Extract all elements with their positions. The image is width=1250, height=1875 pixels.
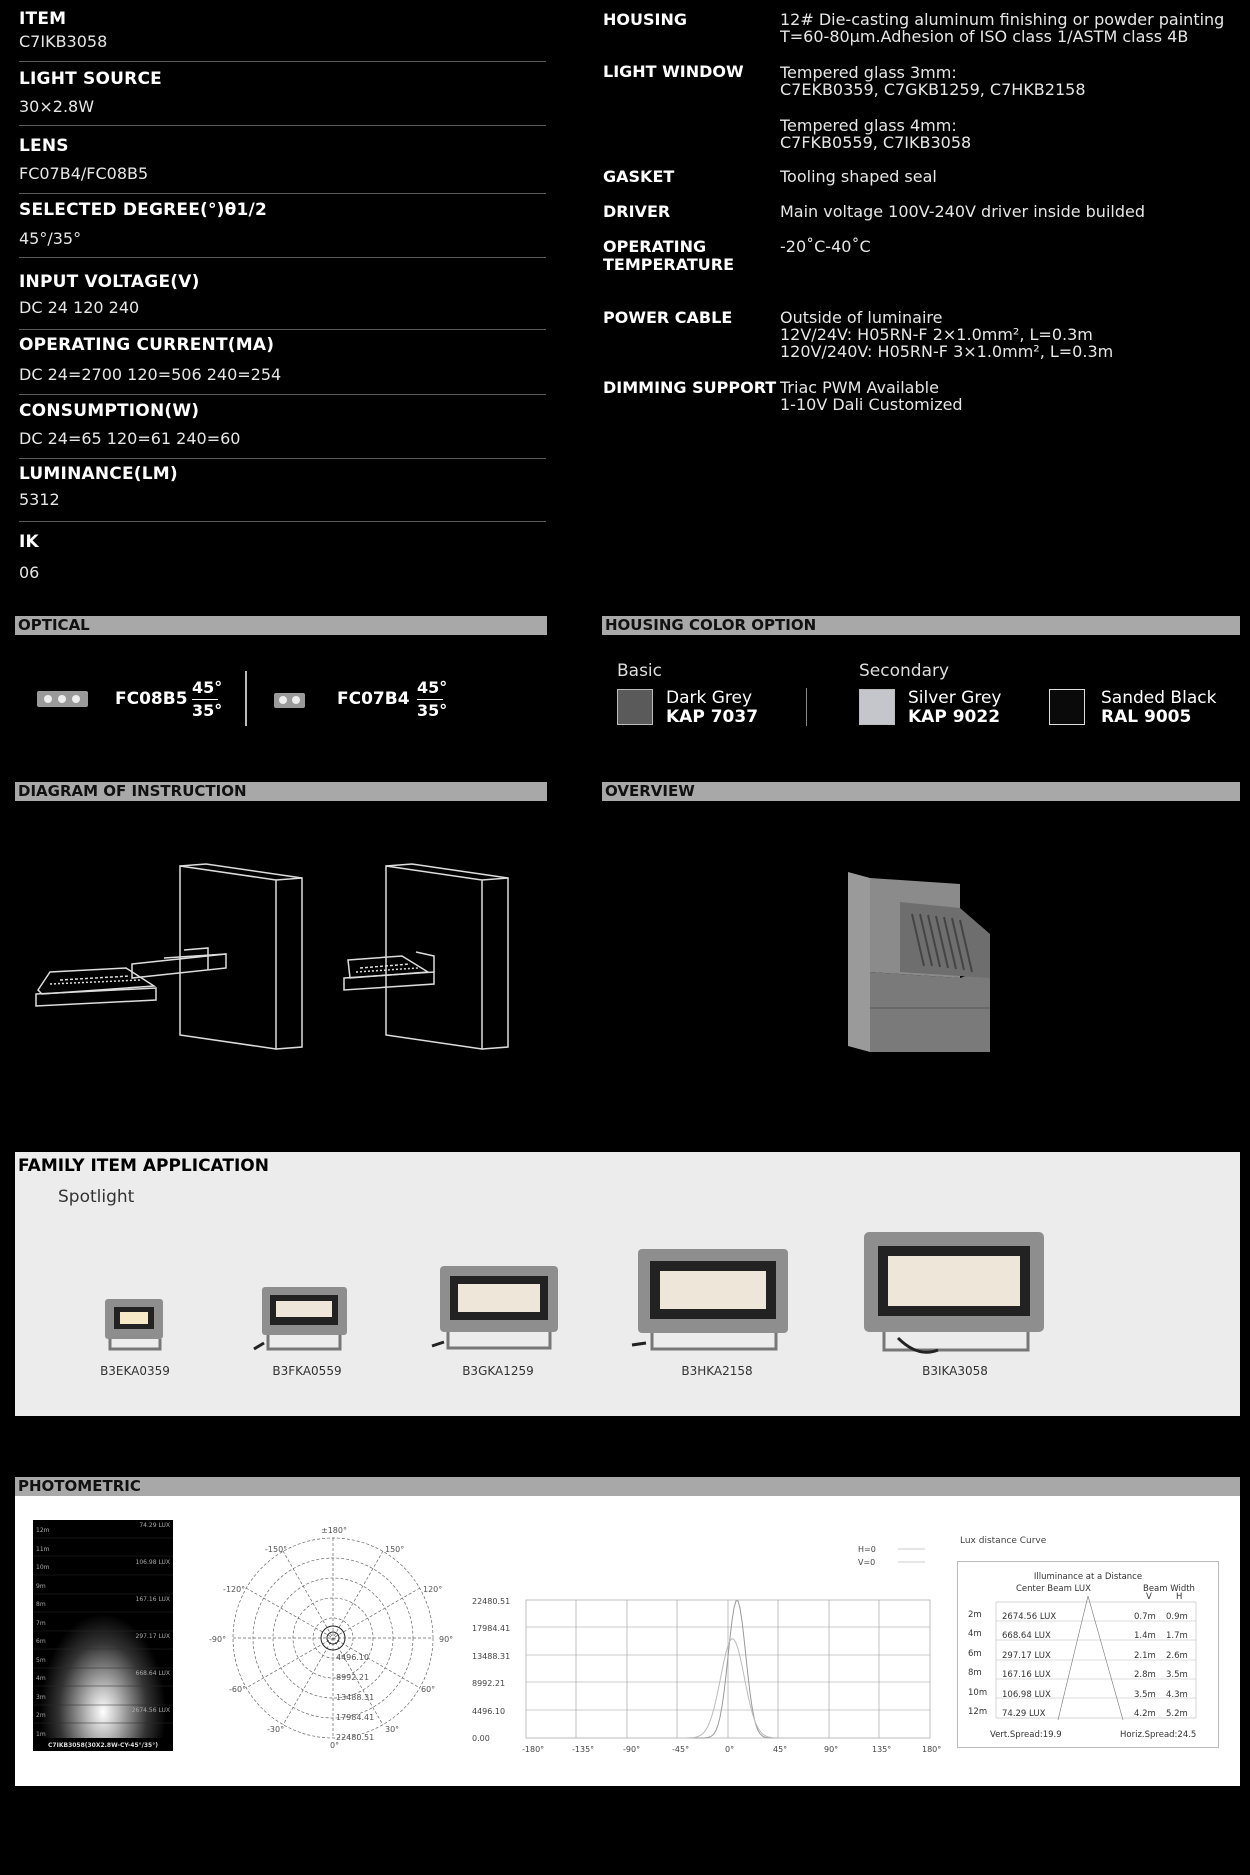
lux-v-column	[1134, 1608, 1156, 1724]
polar-ring-label: 13488.31	[336, 1693, 375, 1702]
spec-light-source	[19, 69, 546, 116]
distance-label: 7m	[36, 1619, 46, 1627]
lens-icon	[36, 688, 90, 710]
isolux-lux-values	[132, 1522, 170, 1714]
distance-label: 2m	[36, 1712, 46, 1719]
beam-h: 1.7m	[1166, 1631, 1188, 1642]
spec-label: LIGHT SOURCE	[19, 69, 162, 89]
vert-spread: Vert.Spread:19.9	[990, 1730, 1062, 1740]
polar-ring-label: 17984.41	[336, 1713, 375, 1722]
y-tick: 4496.10	[472, 1707, 506, 1716]
horiz-spread: Horiz.Spread:24.5	[1120, 1730, 1197, 1740]
section-family-header: FAMILY ITEM APPLICATION	[18, 1156, 269, 1176]
product-thumbnail	[858, 1228, 1058, 1358]
lux-table-heading: Illuminance at a Distance	[1033, 1572, 1143, 1582]
divider	[19, 257, 546, 258]
color-name: Silver Grey	[908, 688, 1002, 708]
x-tick: 45°	[773, 1745, 788, 1754]
lux-distance: 2m	[968, 1610, 982, 1620]
lens-icon	[273, 690, 307, 710]
x-tick: -90°	[623, 1745, 641, 1754]
polar-label: 90°	[439, 1635, 454, 1644]
spec-label: DIMMING SUPPORT	[603, 378, 777, 397]
product-thumbnail	[628, 1245, 798, 1357]
divider	[19, 458, 546, 459]
isolux-distances	[36, 1522, 49, 1744]
beam-v: 0.7m	[1134, 1612, 1156, 1622]
section-overview-header: OVERVIEW	[602, 782, 1240, 801]
lux-table	[957, 1561, 1219, 1748]
spec-value: 45°/35°	[19, 229, 82, 248]
divider	[19, 521, 546, 522]
section-optical-header: OPTICAL	[15, 616, 547, 635]
polar-diagram	[205, 1520, 455, 1760]
spec-line: Triac PWM Available	[780, 378, 939, 397]
isolux-chart	[33, 1520, 173, 1751]
product-thumbnail	[252, 1283, 352, 1358]
spec-value: FC07B4/FC08B5	[19, 164, 149, 183]
polar-label: -30°	[267, 1725, 285, 1734]
spec-input-voltage	[19, 272, 546, 317]
lens-code: FC08B5	[115, 689, 188, 709]
spec-label: CONSUMPTION(W)	[19, 401, 200, 421]
lux-label: 668.64 LUX	[135, 1670, 170, 1677]
spec-label: LENS	[19, 136, 69, 156]
y-tick: 22480.51	[472, 1597, 511, 1606]
polar-label: -120°	[223, 1585, 246, 1594]
color-swatch-sanded-black	[1049, 689, 1085, 725]
y-tick: 0.00	[472, 1734, 490, 1743]
color-label	[1101, 689, 1216, 727]
distance-label: 3m	[36, 1693, 46, 1701]
lux-distance: 8m	[968, 1668, 982, 1679]
spec-label-line: TEMPERATURE	[603, 255, 735, 274]
product-code: B3HKA2158	[681, 1364, 753, 1378]
polar-label: 120°	[423, 1585, 443, 1594]
product-code: B3EKA0359	[100, 1364, 170, 1378]
distance-label: 12m	[36, 1527, 50, 1534]
product-thumbnail	[100, 1295, 170, 1357]
spec-value: 06	[19, 563, 40, 582]
x-tick: 135°	[872, 1745, 892, 1754]
lux-col-h: H	[1176, 1592, 1183, 1602]
color-code: KAP 7037	[666, 707, 759, 727]
beam-v: 2.1m	[1134, 1650, 1156, 1661]
polar-label: -60°	[229, 1685, 247, 1694]
color-label	[666, 689, 758, 727]
polar-ring-label: 22480.51	[336, 1733, 375, 1742]
product-overview-image	[840, 868, 1000, 1058]
legend-label: V=0	[858, 1558, 876, 1567]
x-tick: 0°	[725, 1745, 735, 1754]
spec-line: C7EKB0359, C7GKB1259, C7HKB2158	[780, 80, 1086, 99]
spec-label: LIGHT WINDOW	[603, 62, 744, 81]
lux-distance: 4m	[968, 1629, 982, 1640]
spec-degree	[19, 200, 546, 248]
spec-value: Tooling shaped seal	[780, 167, 937, 186]
lux-value: 106.98 LUX	[1002, 1689, 1051, 1700]
beam-v: 3.5m	[1134, 1689, 1156, 1700]
beam-h: 3.5m	[1166, 1670, 1188, 1681]
product-thumbnail	[430, 1262, 565, 1357]
spec-line: T=60-80μm.Adhesion of ISO class 1/ASTM class 4B	[780, 27, 1189, 46]
polar-label: ±180°	[321, 1526, 347, 1535]
divider	[19, 61, 546, 62]
y-tick: 17984.41	[472, 1624, 511, 1633]
spec-label: DRIVER	[603, 202, 671, 221]
spec-line: 120V/240V: H05RN-F 3×1.0mm², L=0.3m	[780, 342, 1114, 361]
lux-col-v: V	[1146, 1592, 1152, 1602]
spec-label	[603, 238, 734, 274]
x-tick: -180°	[522, 1745, 545, 1754]
isolux-caption: C7IKB3058(30X2.8W-CY-45°/35°)	[48, 1742, 158, 1749]
distance-label: 4m	[36, 1675, 46, 1682]
spec-value: 30×2.8W	[19, 97, 95, 116]
spec-value: C7IKB3058	[19, 32, 108, 51]
polar-label: 60°	[421, 1685, 436, 1694]
lux-col-width: Beam Width	[1143, 1584, 1195, 1594]
fraction-line	[417, 699, 443, 700]
intensity-curve-chart	[470, 1534, 950, 1759]
legend-label: H=0	[858, 1545, 876, 1554]
polar-label: -150°	[265, 1545, 288, 1554]
lux-distance: 6m	[968, 1648, 982, 1659]
spec-value	[780, 64, 1086, 151]
lux-table-title: Lux distance Curve	[960, 1536, 1047, 1546]
spec-value: -20˚C-40˚C	[780, 237, 871, 256]
lux-distance: 12m	[968, 1707, 988, 1718]
polar-label: -90°	[209, 1635, 227, 1644]
beam-h: 2.6m	[1166, 1650, 1188, 1661]
color-swatch-silver-grey	[859, 689, 895, 725]
x-tick: -135°	[572, 1745, 595, 1754]
lux-col-center: Center Beam LUX	[1016, 1584, 1091, 1594]
spec-line: 1-10V Dali Customized	[780, 395, 963, 414]
lux-distance: 10m	[968, 1687, 988, 1698]
spec-line: 12# Die-casting aluminum finishing or powder painting	[780, 10, 1225, 29]
spec-value: DC 24 120 240	[19, 298, 140, 317]
lux-label: 297.17 LUX	[135, 1633, 170, 1640]
spec-label-line: OPERATING	[603, 237, 707, 256]
distance-label: 10m	[36, 1564, 50, 1571]
lens-degrees	[417, 678, 447, 721]
distance-label: 11m	[36, 1545, 50, 1553]
product-code: B3FKA0559	[272, 1364, 342, 1378]
spec-label: POWER CABLE	[603, 308, 733, 327]
degree-horizontal: 45°	[417, 678, 448, 697]
spec-line: Tempered glass 3mm:	[780, 63, 957, 82]
polar-label: 150°	[385, 1545, 405, 1554]
distance-label: 1m	[36, 1730, 46, 1738]
distance-label: 5m	[36, 1656, 46, 1664]
spec-value: DC 24=2700 120=506 240=254	[19, 365, 282, 384]
basic-label: Basic	[617, 661, 663, 681]
spec-line: Outside of luminaire	[780, 308, 943, 327]
secondary-label: Secondary	[859, 661, 950, 681]
product-code: B3IKA3058	[922, 1364, 988, 1378]
divider	[19, 125, 546, 126]
spec-value	[780, 11, 1224, 45]
distance-label: 9m	[36, 1582, 46, 1590]
family-subtitle: Spotlight	[58, 1187, 135, 1207]
lux-value: 668.64 LUX	[1002, 1631, 1051, 1642]
spec-label: IK	[19, 532, 39, 552]
lux-h-column	[1166, 1608, 1188, 1724]
section-photometric-header: PHOTOMETRIC	[15, 1477, 1240, 1496]
polar-label: 30°	[385, 1725, 400, 1734]
fraction-line	[192, 699, 218, 700]
degree-vertical: 35°	[192, 701, 223, 720]
beam-v: 1.4m	[1134, 1631, 1156, 1642]
spec-line: 12V/24V: H05RN-F 2×1.0mm², L=0.3m	[780, 325, 1093, 344]
spec-value	[780, 379, 963, 413]
spec-value: DC 24=65 120=61 240=60	[19, 429, 241, 448]
installation-diagram	[30, 860, 530, 1060]
spec-lens	[19, 136, 546, 183]
spec-label: GASKET	[603, 167, 675, 186]
lux-value: 167.16 LUX	[1002, 1670, 1051, 1681]
spec-line: C7FKB0559, C7IKB3058	[780, 133, 972, 152]
spec-ik	[19, 532, 546, 582]
spec-label: ITEM	[19, 9, 67, 29]
section-diagram-header: DIAGRAM OF INSTRUCTION	[15, 782, 547, 801]
lux-label: 167.16 LUX	[135, 1596, 170, 1603]
divider	[19, 329, 546, 330]
lens-code: FC07B4	[337, 689, 410, 709]
color-name: Dark Grey	[666, 688, 753, 708]
spec-label: SELECTED DEGREE(°)θ1/2	[19, 200, 267, 220]
spec-label: HOUSING	[603, 10, 687, 29]
y-tick: 13488.31	[472, 1652, 511, 1661]
spec-line: Tempered glass 4mm:	[780, 116, 957, 135]
divider	[806, 688, 807, 726]
color-code: KAP 9022	[908, 707, 1001, 727]
lux-value-column	[1002, 1608, 1056, 1724]
spec-operating-current	[19, 335, 546, 384]
spec-label: OPERATING CURRENT(MA)	[19, 335, 275, 355]
spec-item	[19, 9, 546, 51]
lux-value: 297.17 LUX	[1002, 1650, 1051, 1661]
spec-value	[780, 309, 1113, 360]
spec-consumption	[19, 401, 546, 448]
product-code: B3GKA1259	[462, 1364, 534, 1378]
y-tick: 8992.21	[472, 1679, 506, 1688]
lux-distance-column	[968, 1606, 987, 1722]
lux-label: 106.98 LUX	[135, 1559, 170, 1566]
beam-v: 2.8m	[1134, 1670, 1156, 1681]
polar-ring-label: 8992.21	[336, 1673, 370, 1682]
beam-v: 4.2m	[1134, 1709, 1156, 1720]
beam-h: 0.9m	[1166, 1612, 1188, 1622]
spec-gap	[780, 98, 1086, 117]
spec-luminance	[19, 464, 546, 509]
lux-label: 2674.56 LUX	[131, 1707, 170, 1714]
divider	[19, 394, 546, 395]
spec-label: LUMINANCE(LM)	[19, 464, 178, 484]
beam-h: 5.2m	[1166, 1709, 1188, 1720]
polar-label: 0°	[330, 1741, 340, 1750]
section-housing-color-header: HOUSING COLOR OPTION	[602, 616, 1240, 635]
x-tick: 90°	[824, 1745, 839, 1754]
color-code: RAL 9005	[1101, 707, 1192, 727]
lux-value: 74.29 LUX	[1002, 1709, 1046, 1720]
x-tick: 180°	[922, 1745, 942, 1754]
divider	[19, 193, 546, 194]
lens-degrees	[192, 678, 222, 721]
x-tick: -45°	[672, 1745, 690, 1754]
lux-label: 74.29 LUX	[139, 1522, 170, 1529]
distance-label: 6m	[36, 1638, 46, 1645]
distance-label: 8m	[36, 1601, 46, 1608]
degree-horizontal: 45°	[192, 678, 223, 697]
color-label	[908, 689, 1001, 727]
color-swatch-dark-grey	[617, 689, 653, 725]
degree-vertical: 35°	[417, 701, 448, 720]
polar-ring-label: 4496.10	[336, 1653, 370, 1662]
spec-value: Main voltage 100V-240V driver inside builded	[780, 202, 1145, 221]
color-name: Sanded Black	[1101, 688, 1217, 708]
divider	[245, 671, 247, 726]
spec-label: INPUT VOLTAGE(V)	[19, 272, 200, 292]
lux-value: 2674.56 LUX	[1002, 1612, 1057, 1622]
spec-value: 5312	[19, 490, 60, 509]
beam-h: 4.3m	[1166, 1689, 1188, 1700]
